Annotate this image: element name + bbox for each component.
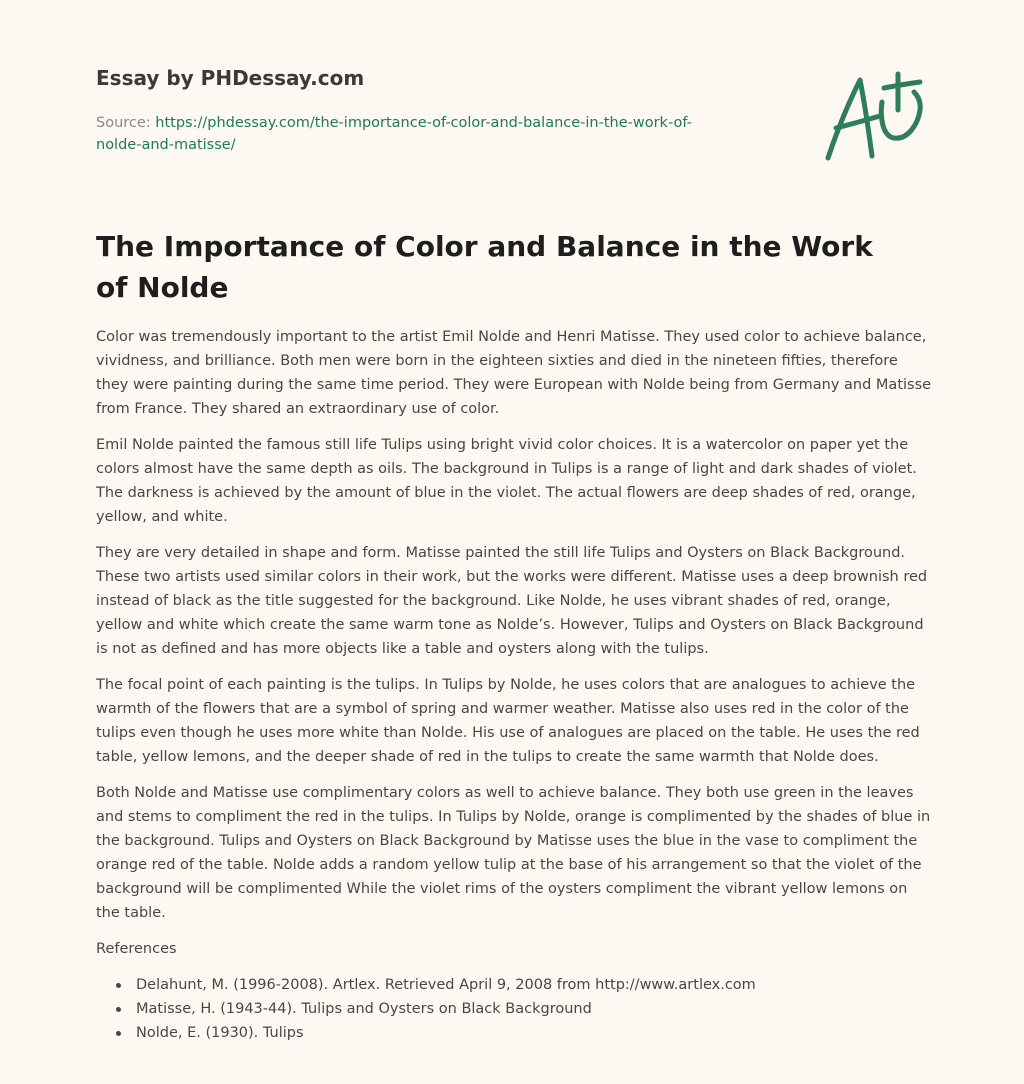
paragraph: Emil Nolde painted the famous still life Tulips using bright vivid color choices. It is a watercolor on paper yet the colors almost have the same depth as oils. The background in Tulips is a range of light and dark shades of violet. The darkness is achieved by the amount of blue in the violet. The actual flowers are deep shades of red, orange, yellow, and white. — [96, 437, 917, 525]
article-title: The Importance of Color and Balance in the Work of Nolde — [96, 230, 873, 304]
paragraph: Both Nolde and Matisse use complimentary colors as well to achieve balance. They both use green in the leaves and stems to compliment the red in the tulips. In Tulips by Nolde, orange is complimented by the shades of blue in the background. Tulips and Oysters on Black Background by Matisse uses the blue in the vase to compliment the orange red of the table. Nolde adds a random yellow tulip at the base of his arrangement so that the violet of the background will be complimented While the violet rims of the oysters compliment the vibrant yellow lemons on the table. — [96, 785, 931, 921]
brand-title: Essay by PHDessay.com — [96, 66, 365, 90]
paragraph: Color was tremendously important to the artist Emil Nolde and Henri Matisse. They used color to achieve balance, vividness, and brilliance. Both men were born in the eighteen sixties and died in the nineteen fifties, therefore they were painting during the same time period. They were European with Nolde being from Germany and Matisse from France. They shared an extraordinary use of color. — [96, 329, 932, 417]
article-body — [96, 325, 932, 1045]
source-line — [96, 112, 736, 156]
reference-item: Delahunt, M. (1996-2008). Artlex. Retrieved April 9, 2008 from http://www.artlex.com — [116, 973, 932, 997]
references-list — [96, 973, 932, 1045]
source-label: Source: — [96, 115, 156, 131]
references-heading: References — [96, 941, 177, 957]
a-plus-logo-icon — [822, 66, 932, 166]
reference-item: Nolde, E. (1930). Tulips — [116, 1021, 932, 1045]
source-link[interactable]: https://phdessay.com/the-importance-of-color-and-balance-in-the-work-of-nolde-and-matisse/ — [96, 115, 692, 153]
paragraph: They are very detailed in shape and form. Matisse painted the still life Tulips and Oysters on Black Background. These two artists used similar colors in their work, but the works were different. Matisse uses a deep brownish red instead of black as the title suggested for the background. Like Nolde, he uses vibrant shades of red, orange, yellow and white which create the same warm tone as Nolde’s. However, Tulips and Oysters on Black Background is not as defined and has more objects like a table and oysters along with the tulips. — [96, 545, 928, 657]
paragraph: The focal point of each painting is the tulips. In Tulips by Nolde, he uses colors that are analogues to achieve the warmth of the flowers that are a symbol of spring and warmer weather. Matisse also uses red in the color of the tulips even though he uses more white than Nolde. His use of analogues are placed on the table. He uses the red table, yellow lemons, and the deeper shade of red in the tulips to create the same warmth that Nolde does. — [96, 677, 920, 765]
reference-item: Matisse, H. (1943-44). Tulips and Oysters on Black Background — [116, 997, 932, 1021]
